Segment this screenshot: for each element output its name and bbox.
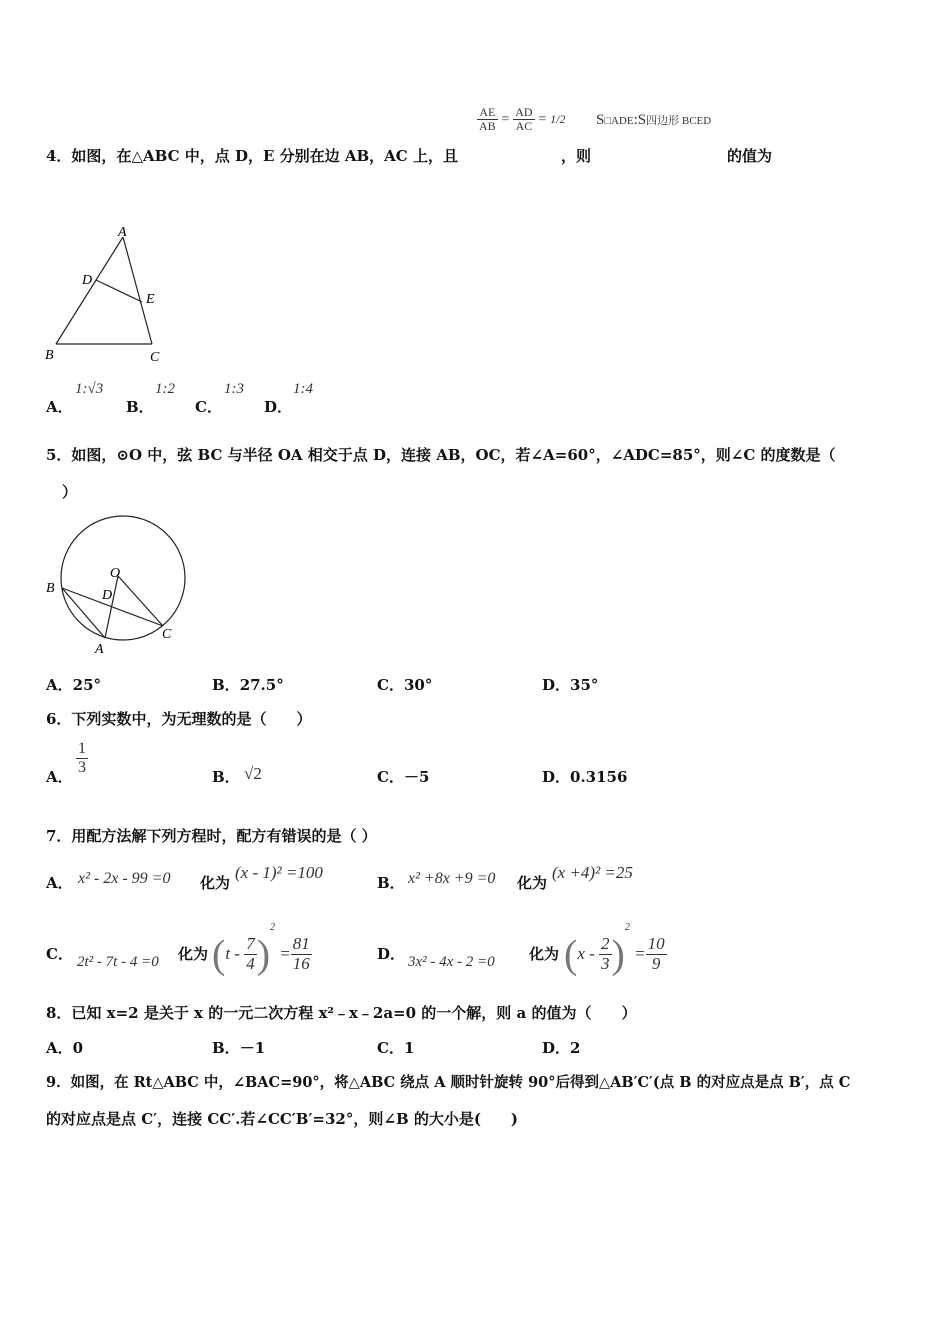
- q5-circle-figure: [40, 510, 200, 660]
- vertex-a-label: A: [118, 225, 127, 240]
- q4-question-text: 4．如图，在△ABC 中，点 D，E 分别在边 AB，AC 上，且: [46, 147, 458, 165]
- q7-option-c-equation: 2t² - 7t - 4 =0: [77, 954, 159, 970]
- q8-option-c[interactable]: C．1: [377, 1039, 415, 1057]
- q7-option-b-result: (x +4)² =25: [552, 863, 633, 882]
- q4-option-d[interactable]: D．: [264, 398, 293, 416]
- point-d-label: D: [82, 273, 93, 288]
- q7-option-b-equation: x² +8x +9 =0: [408, 870, 496, 887]
- point-a-label: A: [95, 642, 104, 657]
- q8-option-b[interactable]: B．－1: [212, 1039, 266, 1057]
- fraction-ad-ac: $\frac{AD}{AC}$: [515, 105, 533, 134]
- q7-option-d-equation: 3x² - 4x - 2 =0: [408, 954, 495, 970]
- q4-option-d-value: 1:4: [293, 381, 313, 397]
- equals-sign: =: [501, 112, 510, 128]
- q9-question-text-cont: 的对应点是点 C′，连接 CC′.若∠CC′B′=32°，则∠B 的大小是( ): [46, 1110, 519, 1128]
- center-o-label: O: [110, 566, 121, 581]
- vertex-c-label: C: [150, 350, 160, 365]
- q4-triangle-figure: [40, 222, 170, 367]
- area-symbol: S: [637, 112, 647, 128]
- q6-option-c[interactable]: C．－5: [377, 768, 430, 786]
- point-e-label: E: [146, 292, 155, 307]
- q4-option-c-value: 1:3: [224, 381, 244, 397]
- point-b-label: B: [46, 581, 55, 596]
- q8-option-a[interactable]: A．0: [46, 1039, 84, 1057]
- q7-option-a-result: (x - 1)² =100: [235, 863, 323, 882]
- q5-question-text: 5．如图，⊙O 中，弦 BC 与半径 OA 相交于点 D，连接 AB，OC，若∠A=60°，∠ADC=85°，则∠C 的度数是（: [46, 446, 836, 464]
- ratio-colon: :: [633, 112, 638, 128]
- fraction-ae-ab: $\frac{AE}{AB}$: [479, 105, 496, 134]
- point-d-label: D: [102, 588, 113, 603]
- q7-question-text: 7．用配方法解下列方程时，配方有错误的是（ ）: [46, 827, 377, 845]
- q8-question-text: 8．已知 x=2 是关于 x 的一元二次方程 x²﹣x﹣2a=0 的一个解，则 a 的值为（ ）: [46, 1004, 637, 1022]
- q7-option-d[interactable]: D．: [377, 945, 406, 963]
- q4-option-a-value: 1:√3: [75, 381, 104, 397]
- q5-option-a[interactable]: A．25°: [46, 676, 102, 694]
- q7-option-c-result: (t - $\frac{7}{4}$ )$^2$ = $\frac{81}{16}$: [212, 922, 310, 977]
- q9-question-text: 9．如图，在 Rt△ABC 中，∠BAC=90°，将△ABC 绕点 A 顺时针旋转 90°后得到△AB′C′(点 B 的对应点是点 B′，点 C: [46, 1074, 851, 1091]
- triangle-ade-label: □ADE: [604, 115, 634, 127]
- q7-option-a-connector: 化为: [200, 874, 231, 892]
- q5-option-b[interactable]: B．27.5°: [212, 676, 284, 694]
- q6-option-a-fraction: $\frac{1}{3}$: [78, 740, 86, 776]
- vertex-b-label: B: [45, 348, 54, 363]
- q4-question-text-mid: ，则: [561, 147, 592, 165]
- q4-condition: [477, 106, 565, 133]
- q4-option-c[interactable]: C．: [195, 398, 222, 416]
- q8-option-d[interactable]: D．2: [542, 1039, 581, 1057]
- equals-sign: =: [538, 112, 547, 128]
- q5-option-d[interactable]: D．35°: [542, 676, 599, 694]
- q7-option-b-connector: 化为: [517, 874, 548, 892]
- q7-option-c[interactable]: C．: [46, 945, 73, 963]
- q7-option-c-connector: 化为: [178, 945, 209, 963]
- q6-option-b[interactable]: B．: [212, 768, 240, 786]
- q4-option-b-value: 1:2: [155, 381, 175, 397]
- area-symbol: S: [596, 112, 605, 128]
- q4-option-b[interactable]: B．: [126, 398, 154, 416]
- q4-option-a[interactable]: A．: [46, 398, 73, 416]
- q6-option-a[interactable]: A．: [46, 768, 73, 786]
- q4-area-ratio: [596, 112, 711, 129]
- q5-question-text-cont: ）: [62, 483, 78, 501]
- q7-option-d-result: (x - $\frac{2}{3}$ )$^2$ = $\frac{10}{9}$: [564, 922, 665, 977]
- one-half-value: 1/2: [550, 112, 566, 127]
- q6-option-b-value: √2: [244, 764, 262, 783]
- q7-option-a-equation: x² - 2x - 99 =0: [78, 870, 171, 887]
- q6-question-text: 6．下列实数中，为无理数的是（ ）: [46, 710, 312, 728]
- q4-question-text-end: 的值为: [727, 147, 773, 165]
- q7-option-b[interactable]: B．: [377, 874, 405, 892]
- q7-option-d-connector: 化为: [529, 945, 560, 963]
- point-c-label: C: [162, 627, 172, 642]
- q5-option-c[interactable]: C．30°: [377, 676, 433, 694]
- q7-option-a[interactable]: A．: [46, 874, 73, 892]
- quadrilateral-bced-label: 四边形 BCED: [646, 115, 712, 127]
- q6-option-d[interactable]: D．0.3156: [542, 768, 628, 786]
